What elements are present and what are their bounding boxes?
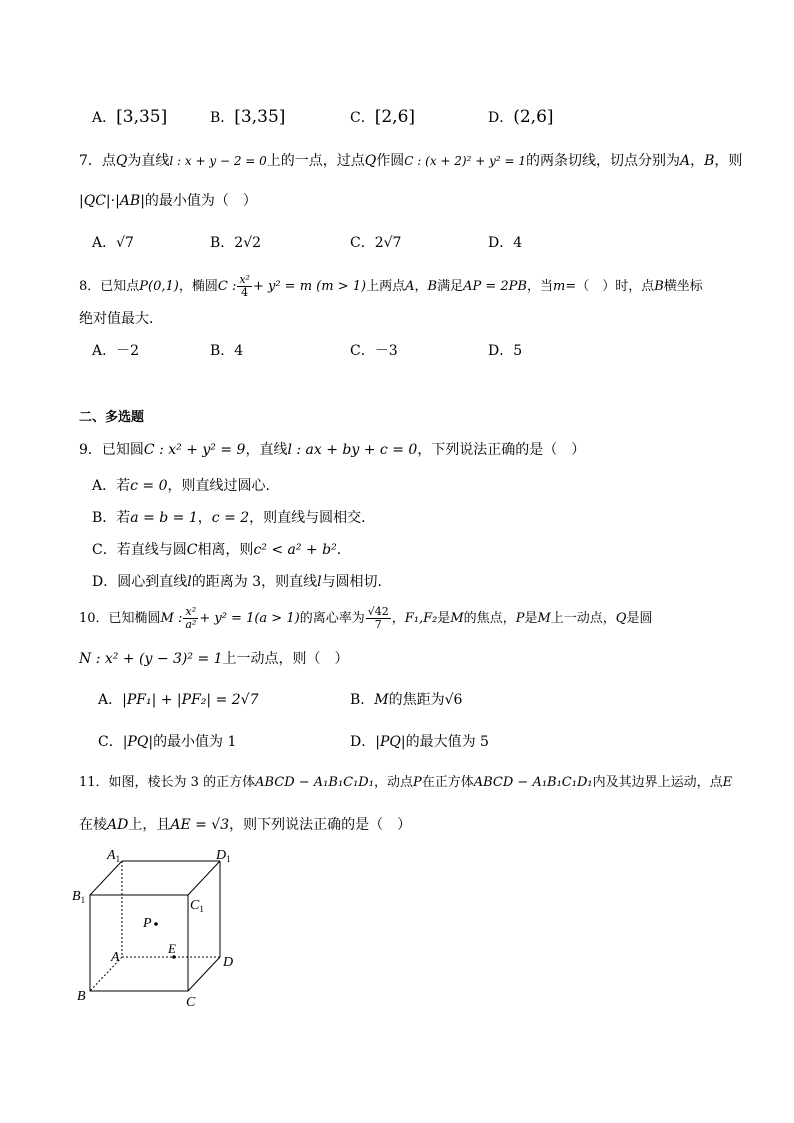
q6-option-d: D．(2,6] (488, 107, 554, 127)
q9-option-d: D．圆心到直线l的距离为 3，则直线l与圆相切． (92, 574, 392, 590)
label-a: A (111, 950, 120, 965)
q8-option-d: D．5 (488, 343, 523, 359)
q11-stem-line1: 11．如图，棱长为 3 的正方体ABCD − A₁B₁C₁D₁，动点P在正方体ABCD − A₁B₁C₁D₁内及其边界上运动，点E (79, 775, 733, 790)
q7-option-c: C．2√7 (350, 235, 402, 251)
q9-option-c: C．若直线与圆C相离，则c² < a² + b²． (92, 542, 351, 558)
q10-option-a: A．|PF₁| + |PF₂| = 2√7 (98, 692, 259, 708)
q8-option-b: B．4 (210, 343, 244, 359)
q10-eccentricity-fraction: $\frac{√42}{7}$ (367, 605, 389, 631)
q8-stem-line1: 8．已知点P(0,1)，椭圆C : $\frac{\text{x²}}{4}$ + y² = m (m > 1)上两点A，B满足AP = 2PB，当m=（ ）时，点B横坐标 (79, 273, 703, 299)
label-b: B (77, 989, 86, 1004)
q10-option-d: D．|PQ|的最大值为 5 (350, 734, 489, 750)
point-p (154, 922, 158, 926)
q7-option-d: D．4 (488, 235, 523, 251)
label-p: P (143, 916, 152, 931)
q7-option-a: A．√7 (92, 235, 134, 251)
q7-option-b: B．2√2 (210, 235, 262, 251)
label-c1: $C_1$ (190, 898, 204, 914)
q7-stem-line2: |QC|·|AB|的最小值为（ ） (79, 193, 257, 209)
q8-fraction: $\frac{\text{x²}}{4}$ (239, 273, 250, 299)
q6-option-c: C．[2,6] (350, 107, 416, 127)
section-title-multi-choice: 二、多选题 (79, 410, 145, 425)
q10-ellipse-fraction: $\frac{\text{x²}}{\text{a²}}$ (185, 605, 197, 631)
label-d1: $D_1$ (216, 848, 231, 864)
q8-stem-line2: 绝对值最大． (79, 311, 163, 327)
label-a1: $A_1$ (107, 848, 121, 864)
q9-option-b: B．若a = b = 1，c = 2，则直线与圆相交． (92, 510, 376, 526)
label-e: E (168, 941, 176, 956)
q10-stem-line1: 10．已知椭圆M : $\frac{\text{x²}}{\text{a²}}$ + y² = 1(a > 1)的离心率为 $\frac{√42}{7}$ ，F₁,F₂是M的焦点，P是M上一动点，Q是圆 (79, 605, 653, 631)
q6-option-b: B．[3,35] (210, 107, 286, 127)
q8-option-c: C．－3 (350, 343, 398, 359)
edge-c-d (188, 957, 220, 991)
edge-c1-d1 (188, 861, 220, 895)
q8-option-a: A．－2 (92, 343, 140, 359)
q10-option-b: B．M的焦距为√6 (350, 692, 463, 708)
q9-stem: 9．已知圆C : x² + y² = 9，直线l : ax + by + c = 0，下列说法正确的是（ ） (79, 442, 586, 458)
edge-b1-a1 (90, 861, 122, 895)
q6-option-a: A．[3,35] (92, 107, 168, 127)
label-d: D (223, 955, 234, 970)
cube-figure (70, 845, 250, 1015)
q11-stem-line2: 在棱AD上，且AE = √3，则下列说法正确的是（ ） (79, 817, 412, 833)
q10-option-c: C．|PQ|的最小值为 1 (98, 734, 237, 750)
label-b1: $B_1$ (72, 889, 86, 905)
q7-stem-line1: 7．点Q为直线l : x + y − 2 = 0上的一点，过点Q作圆C : (x + 2)² + y² = 1的两条切线，切点分别为A，B，则 (79, 153, 743, 169)
q9-option-a: A．若c = 0，则直线过圆心． (92, 478, 280, 494)
q10-stem-line2: N : x² + (y − 3)² = 1上一动点，则（ ） (79, 651, 349, 667)
label-c: C (186, 995, 196, 1010)
